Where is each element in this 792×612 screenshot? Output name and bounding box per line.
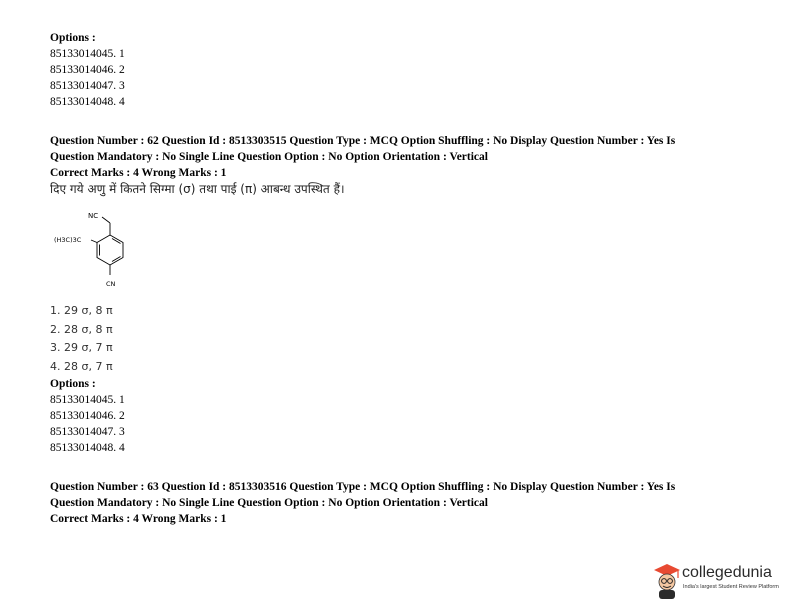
options-heading: Options : bbox=[50, 32, 96, 44]
marks-line: Correct Marks : 4 Wrong Marks : 1 bbox=[50, 167, 227, 179]
option-code: 85133014046. 2 bbox=[50, 410, 125, 422]
option-code: 85133014045. 1 bbox=[50, 394, 125, 406]
answer-option-3: 3. 29 σ, 7 π bbox=[50, 341, 113, 354]
options-block-62 bbox=[50, 376, 125, 456]
cn-label: CN bbox=[106, 280, 116, 288]
option-code: 85133014046. 2 bbox=[50, 64, 125, 76]
option-code: 85133014047. 3 bbox=[50, 426, 125, 438]
option-code: 85133014045. 1 bbox=[50, 48, 125, 60]
answer-option-1: 1. 29 σ, 8 π bbox=[50, 304, 113, 317]
options-block-61 bbox=[50, 30, 125, 110]
answer-option-2: 2. 28 σ, 8 π bbox=[50, 322, 113, 336]
option-code: 85133014048. 4 bbox=[50, 96, 125, 108]
question-meta-line: Question Mandatory : No Single Line Question Option : No Option Orientation : Vertical bbox=[50, 497, 488, 509]
question-meta-line: Question Mandatory : No Single Line Question Option : No Option Orientation : Vertical bbox=[50, 151, 488, 163]
question-meta-line: Question Number : 63 Question Id : 8513303516 Question Type : MCQ Option Shuffling : No Display Question Number : Yes Is bbox=[50, 481, 676, 493]
graduate-mascot-icon bbox=[652, 560, 682, 600]
brand-tagline: India's largest Student Review Platform bbox=[683, 584, 779, 590]
question-62-header bbox=[50, 133, 730, 198]
brand-name: collegedunia bbox=[682, 564, 772, 581]
collegedunia-logo[interactable] bbox=[652, 558, 782, 602]
options-heading: Options : bbox=[50, 378, 96, 390]
tbu-label: (H3C)3C bbox=[54, 236, 82, 244]
answer-option-4: 4. 28 σ, 7 π bbox=[50, 359, 113, 373]
answer-options bbox=[50, 302, 113, 376]
molecule-structure-diagram bbox=[50, 205, 150, 295]
question-meta-line: Question Number : 62 Question Id : 8513303515 Question Type : MCQ Option Shuffling : No Display Question Number : Yes Is bbox=[50, 135, 676, 147]
option-code: 85133014048. 4 bbox=[50, 442, 125, 454]
nc-label: NC bbox=[88, 212, 99, 220]
marks-line: Correct Marks : 4 Wrong Marks : 1 bbox=[50, 513, 227, 525]
question-text: दिए गये अणु में कितने सिग्मा (σ) तथा पाई (π) आबन्ध उपस्थित हैं। bbox=[50, 182, 345, 196]
option-code: 85133014047. 3 bbox=[50, 80, 125, 92]
question-63-header bbox=[50, 479, 730, 527]
